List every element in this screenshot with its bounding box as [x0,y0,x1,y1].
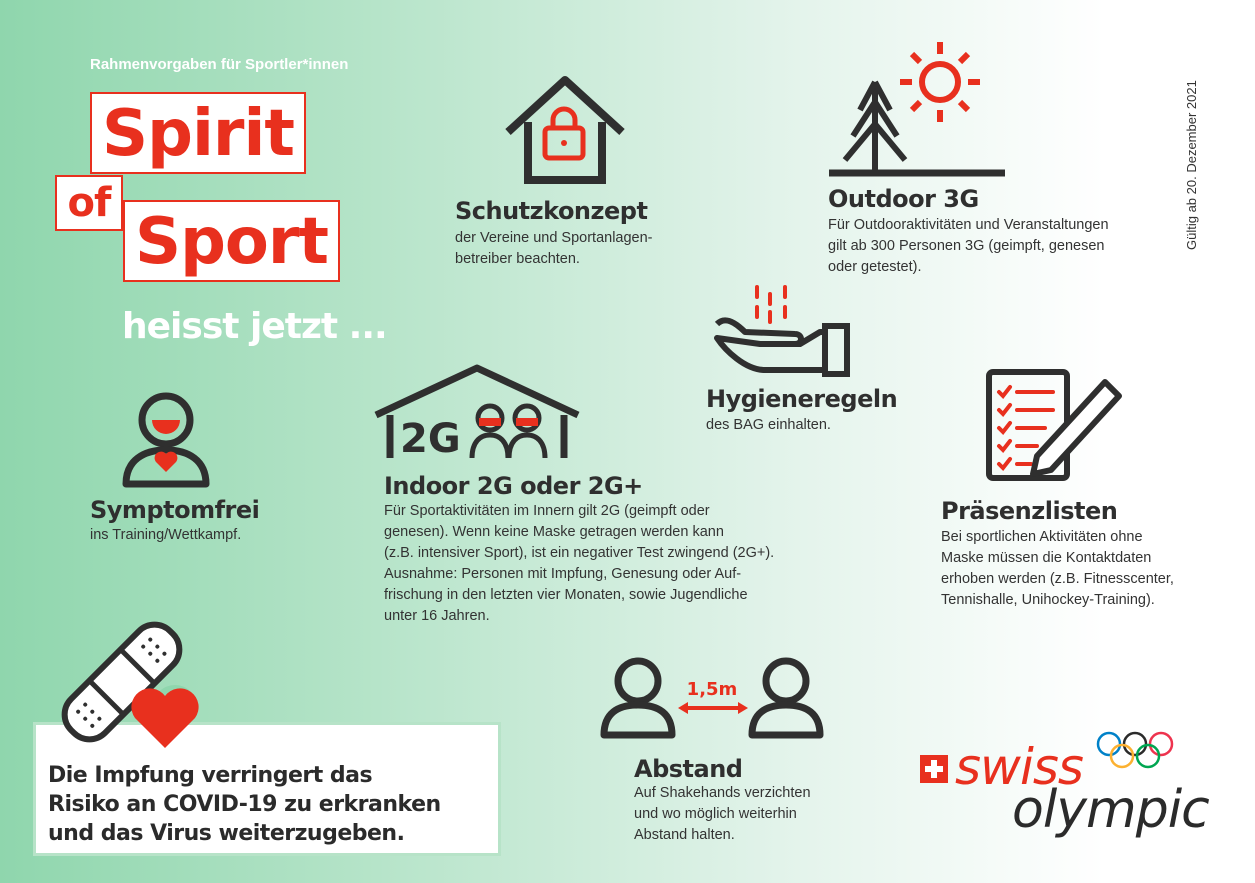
indoor-line: Für Sportaktivitäten im Innern gilt 2G (geimpft oder [384,503,710,519]
tree-sun-icon [825,40,1015,180]
symptomfrei-title: Symptomfrei [90,496,260,524]
schutzkonzept-line: der Vereine und Sportanlagen- [455,230,653,246]
indoor-line: frischung in den letzten vier Monaten, sowie Jugendliche [384,587,748,603]
bandage-heart-icon [50,612,205,752]
house-lock-icon [500,70,630,190]
indoor-title: Indoor 2G oder 2G+ [384,472,643,500]
person-heart-icon [118,390,214,490]
outdoor-line: Für Outdooraktivitäten und Veranstaltungen [828,217,1109,233]
praesenz-line: erhoben werden (z.B. Fitnesscenter, [941,571,1174,587]
outdoor-line: oder getestet). [828,259,922,275]
vaccination-line: Risiko an COVID-19 zu erkranken [48,792,441,817]
abstand-line: Abstand halten. [634,827,735,843]
olympic-rings-icon [1095,730,1175,772]
logo-word-sport: Sport [123,200,340,282]
subtitle: Rahmenvorgaben für Sportler*innen [90,56,349,73]
brand-swiss: swiss [955,738,1083,796]
indoor-line: Ausnahme: Personen mit Impfung, Genesung oder Auf- [384,566,742,582]
vaccination-line: Die Impfung verringert das [48,763,373,788]
symptomfrei-line: ins Training/Wettkampf. [90,527,242,543]
validity-text: Gültig ab 20. Dezember 2021 [1184,80,1199,250]
indoor-line: (z.B. intensiver Sport), ist ein negativer Test zwingend (2G+). [384,545,775,561]
logo-word-of: of [55,175,123,231]
distance-people-icon [600,655,825,740]
hygiene-line: des BAG einhalten. [706,417,831,433]
hand-drops-icon [705,282,855,377]
abstand-line: und wo möglich weiterhin [634,806,797,822]
praesenz-line: Maske müssen die Kontaktdaten [941,550,1152,566]
indoor-icon-label: 2G [400,416,461,462]
vaccination-line: und das Virus weiterzugeben. [48,821,405,846]
schutzkonzept-line: betreiber beachten. [455,251,580,267]
praesenz-line: Bei sportlichen Aktivitäten ohne [941,529,1143,545]
validity-note [1172,60,1212,260]
distance-label: 1,5m [686,679,738,700]
abstand-title: Abstand [634,755,743,783]
brand-olympic: olympic [1012,780,1209,840]
outdoor-title: Outdoor 3G [828,185,979,213]
praesenz-title: Präsenzlisten [941,497,1118,525]
indoor-line: genesen). Wenn keine Maske getragen werden kann [384,524,724,540]
tagline: heisst jetzt ... [122,306,387,347]
hygiene-title: Hygieneregeln [706,385,898,413]
logo-word-spirit: Spirit [90,92,306,174]
outdoor-line: gilt ab 300 Personen 3G (geimpft, genesen [828,238,1105,254]
indoor-line: unter 16 Jahren. [384,608,490,624]
schutzkonzept-title: Schutzkonzept [455,197,648,225]
house-2g-icon [372,360,582,465]
checklist-pen-icon [985,368,1125,483]
praesenz-line: Tennishalle, Unihockey-Training). [941,592,1155,608]
abstand-line: Auf Shakehands verzichten [634,785,811,801]
swiss-flag-icon [920,755,948,783]
